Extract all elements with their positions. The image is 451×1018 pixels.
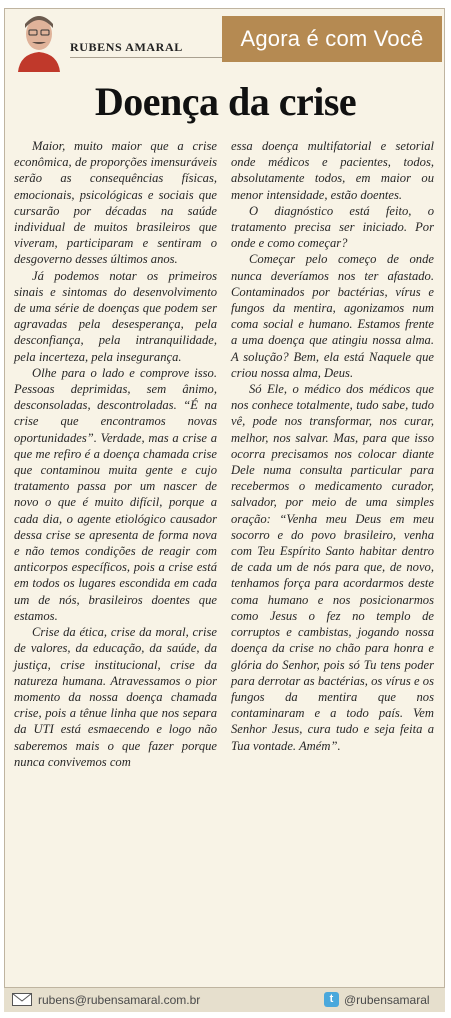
author-name: RUBENS AMARAL <box>70 40 183 54</box>
twitter-bird-icon: t <box>324 992 339 1007</box>
envelope-icon <box>12 993 32 1006</box>
right-column <box>231 138 434 968</box>
paragraph: Maior, muito maior que a crise econômica, de proporções imensuráveis serão as consequências físicas, emocionais, psicológicas e sociais que cursarão por décadas na saúde individual de muitos brasileiros que viveram, participaram e sentiram o desgoverno desses últimos anos. <box>14 139 217 267</box>
paragraph: O diagnóstico está feito, o tratamento precisa ser iniciado. Por onde e como começar? <box>231 203 434 251</box>
paragraph: Olhe para o lado e comprove isso. Pessoas deprimidas, sem ânimo, desconsoladas, descontroladas. “É na crise que encontramos novas oportunidades”. Verdade, mas a crise a que me refiro é a doença chamada crise que contaminou muita gente e cujo tratamento passa por um nascer de novo o que é muito difícil, porque a cada dia, o agente etiológico causador dessa crise se apresenta de forma nova e não temos condições de reagir com anticorpos específicos, pois a crise está em todos os lugares escondida em cada um de nós, brasileiros doentes que estamos. <box>14 365 217 623</box>
paragraph: Começar pelo começo de onde nunca deveríamos nos ter afastado. Contaminados por bactérias, vírus e fungos da mentira, agonizamos num coma social e humano. Estamos frente a uma doença que atingiu nossa alma. A solução? Bem, ela está Naquele que criou nossa alma, Deus. <box>231 252 434 380</box>
article-body <box>14 138 434 968</box>
author-photo <box>16 12 62 72</box>
author-twitter-link[interactable]: @rubensamaral <box>344 993 430 1007</box>
column-name: Agora é com Você <box>240 26 424 51</box>
paragraph: Crise da ética, crise da moral, crise de valores, da educação, da saúde, da justiça, crise institucional, crise da natureza humana. Atravessamos o pior momento da nossa doença chamada crise, pois a tênue linha que nos separa da UTI está esmaecendo e logo não saberemos mais o que fazer porque nunca convivemos com <box>14 625 217 769</box>
footer <box>4 987 445 1012</box>
paragraph: essa doença multifatorial e setorial onde médicos e pacientes, todos, absolutamente todos, em maior ou menor intensidade, estão doentes. <box>231 139 434 202</box>
column-banner <box>222 16 442 62</box>
author-byline <box>70 40 240 58</box>
paragraph: Já podemos notar os primeiros sinais e sintomas do desenvolvimento de uma série de doenças que podem ser agravadas pela desesperança, pela desconfiança, pela intranquilidade, pela incerteza, pela insegurança. <box>14 268 217 364</box>
author-email-link[interactable]: rubens@rubensamaral.com.br <box>38 993 201 1007</box>
paragraph: Só Ele, o médico dos médicos que nos conhece totalmente, tudo sabe, tudo vê, pode nos transformar, nos curar, melhor, nos salvar. Mas, para que isso ocorra precisamos nos colocar diante Dele numa consulta particular para recebermos o medicamento curador, salvador, por meio de uma simples oração: “Venha meu Deus em meu socorro e do povo brasileiro, venha com Teu Espírito Santo habitar dentro de cada um de nós para que, de novo, tenhamos força para acordarmos deste coma humano e nos posicionarmos como Jesus o fez no templo de corruptos e cambistas, jogando nossa doença da crise no chão para honra e glória do Senhor, pois só Tu tens poder para derrotar as bactérias, os vírus e os fungos da mentira que nos contaminaram e a todo país. Vem Senhor Jesus, cura tudo e seja feita a Tua vontade. Amém”. <box>231 382 434 753</box>
left-column <box>14 138 217 968</box>
article-title: Doença da crise <box>94 79 357 124</box>
